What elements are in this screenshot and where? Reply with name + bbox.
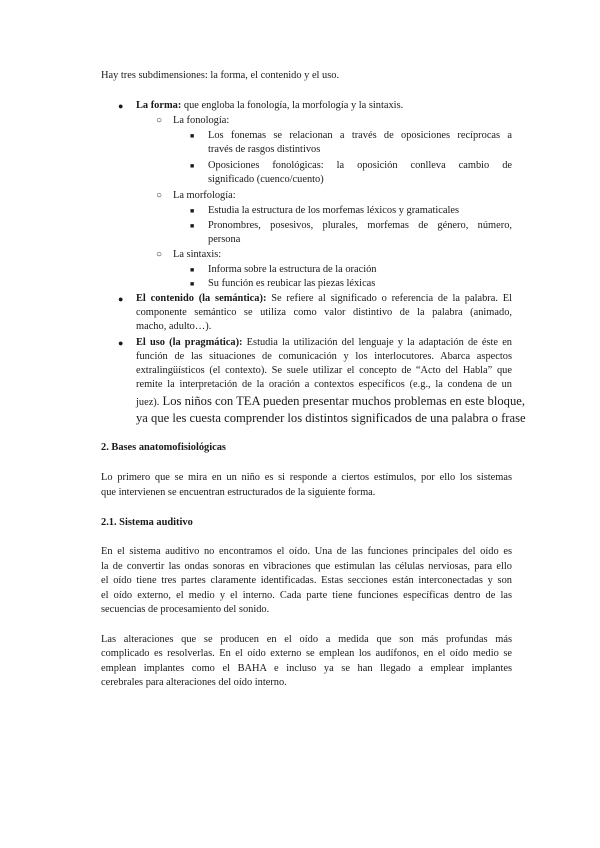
section21-heading: 2.1. Sistema auditivo (101, 517, 193, 528)
forma-text: que engloba la fonología, la morfología y la sintaxis. (181, 100, 404, 111)
section21-p2-line2: complicado es resolverlas. En el oído externo se emplean los audífonos, en el oído medio se (101, 648, 512, 659)
sintaxis-item2: Su función es reubicar las piezas léxicas (208, 278, 376, 289)
section21-p2-line1: Las alteraciones que se producen en el oído a medida que son más profundas más (101, 634, 512, 645)
section2-paragraph-line2: que intervienen se encuentran estructurados de la siguiente forma. (101, 487, 376, 498)
square-bullet-icon: ■ (190, 162, 195, 170)
contenido-line1 (136, 292, 512, 306)
section21-p2-line4: cerebrales para alteraciones del oído interno. (101, 677, 287, 688)
uso-line4: remite la interpretación de la oración a contextos específicos (e.g., la condena de un (136, 379, 512, 390)
fonologia-item1-line2: través de rasgos distintivos (208, 144, 321, 155)
square-bullet-icon: ■ (190, 132, 195, 140)
section21-p2-line3: emplean implantes como el BAHA e incluso ya se han llegado a emplear implantes (101, 663, 512, 674)
section21-p1-line1: En el sistema auditivo no encontramos el oído. Una de las funciones principales del oído es (101, 546, 512, 557)
circle-bullet-icon: ○ (156, 115, 163, 126)
contenido-line2: componente semántico se utiliza como valor distintivo de la palabra (animado, (136, 307, 512, 318)
section21-p1-line2: la de convertir las ondas sonoras en vibraciones que estimulan las células nerviosas, para ello (101, 561, 512, 572)
fonologia-item1-line1: Los fonemas se relacionan a través de oposiciones recíprocas a (208, 130, 512, 141)
contenido-label: El contenido (la semántica): (136, 293, 267, 304)
sintaxis-label: La sintaxis: (173, 249, 222, 260)
section21-p1-line3: el oído tiene tres partes claramente identificadas. Estas secciones están interconectadas y son (101, 575, 512, 586)
contenido-line3: macho, adulto…). (136, 321, 212, 332)
forma-item (136, 99, 403, 113)
uso-label: El uso (la pragmática): (136, 337, 243, 348)
morfologia-item2-line1: Pronombres, posesivos, plurales, morfemas de género, número, (208, 220, 512, 231)
square-bullet-icon: ■ (190, 266, 195, 274)
intro-text: Hay tres subdimensiones: la forma, el contenido y el uso. (101, 70, 340, 81)
fonologia-label: La fonología: (173, 115, 230, 126)
square-bullet-icon: ■ (190, 207, 195, 215)
fonologia-item2-line1: Oposiciones fonológicas: la oposición conlleva cambio de (208, 160, 512, 171)
uso-line6: ya que les cuesta comprender los distintos significados de una palabra o frase (136, 411, 526, 425)
uso-line3: extralingüísticos (el contexto). Se suele utilizar el concepto de “Acto del Habla” que (136, 365, 512, 376)
fonologia-item2-line2: significado (cuenco/cuento) (208, 174, 324, 185)
section2-paragraph-line1: Lo primero que se mira en un niño es si responde a ciertos estímulos, por ello los sistemas (101, 472, 512, 483)
section21-p1-line5: secuencias de procesamiento del sonido. (101, 604, 270, 615)
contenido-line1-text: Se refiere al significado o referencia de la palabra. El (266, 293, 512, 304)
square-bullet-icon: ■ (190, 280, 195, 288)
bullet-icon: ● (118, 294, 124, 304)
forma-label: La forma: (136, 100, 182, 111)
uso-line5-big: Los niños con TEA pueden presentar muchos problemas en este bloque, (159, 394, 525, 408)
uso-line2: función de las situaciones de comunicación y los interlocutores. Abarca aspectos (136, 351, 512, 362)
circle-bullet-icon: ○ (156, 190, 163, 201)
section2-heading: 2. Bases anatomofisiológicas (101, 442, 226, 453)
bullet-icon: ● (118, 338, 124, 348)
uso-line1 (136, 336, 512, 350)
square-bullet-icon: ■ (190, 222, 195, 230)
section21-p1-line4: el oído externo, el medio y el interno. Cada parte tiene funciones específicas dentro de las (101, 590, 512, 601)
uso-line1-text: Estudia la utilización del lenguaje y la adaptación de éste en (242, 337, 512, 348)
bullet-icon: ● (118, 101, 124, 111)
morfologia-item1: Estudia la estructura de los morfemas léxicos y gramaticales (208, 205, 460, 216)
morfologia-label: La morfología: (173, 190, 236, 201)
circle-bullet-icon: ○ (156, 249, 163, 260)
uso-line5 (136, 393, 525, 410)
morfologia-item2-line2: persona (208, 234, 241, 245)
uso-line5-start: juez). (136, 397, 160, 408)
sintaxis-item1: Informa sobre la estructura de la oración (208, 264, 377, 275)
